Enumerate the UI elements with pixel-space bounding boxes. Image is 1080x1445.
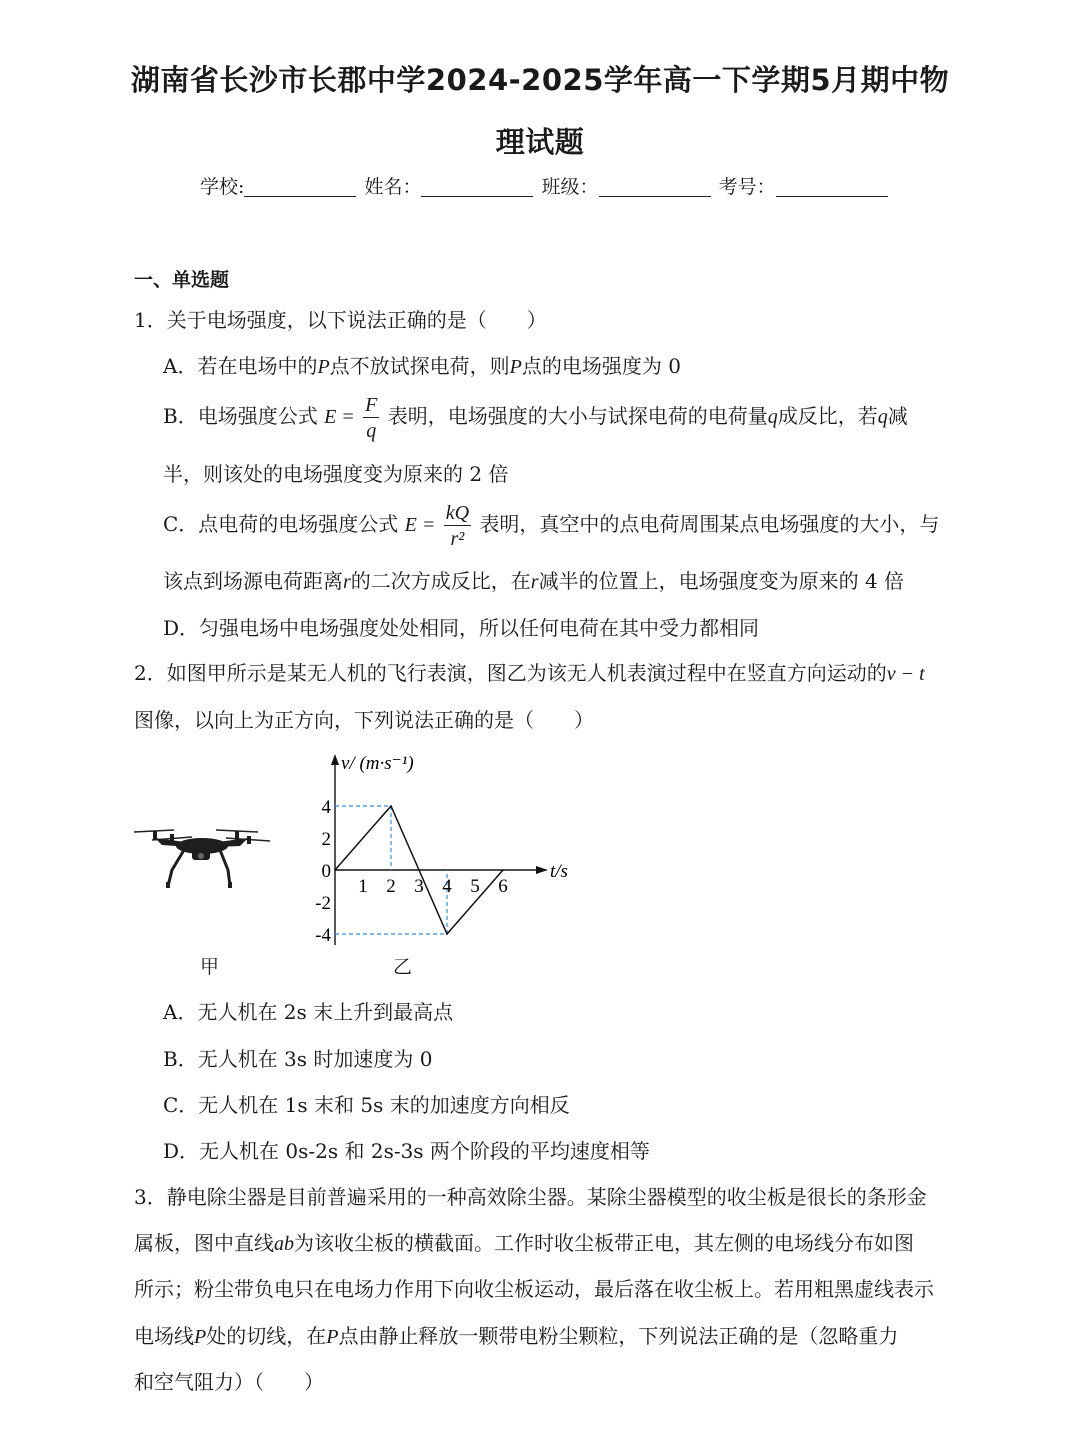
exam-number-blank[interactable] [776, 176, 888, 197]
q1-option-d: D．匀强电场中电场强度处处相同，所以任何电荷在其中受力都相同 [163, 616, 760, 640]
q3-l4-var-1: P [194, 1326, 207, 1348]
q1-c-l2-var-2: r [530, 571, 539, 593]
q1-b-eq-lhs: E = [324, 406, 355, 428]
q1-c-eq-lhs: E = [404, 514, 436, 536]
q3-l2-text-2: 为该收尘板的横截面。工作时收尘板带正电，其左侧的电场线分布如图 [294, 1231, 914, 1255]
q1-a-var-1: P [317, 356, 330, 378]
q3-l4-text-1: 电场线 [134, 1324, 194, 1348]
data-point-0-4 [502, 869, 504, 871]
q3-line-3: 所示；粉尘带负电只在电场力作用下向收尘板运动，最后落在收尘板上。若用粗黑虚线表示 [134, 1277, 934, 1301]
data-point-0-1 [390, 805, 392, 807]
section-heading: 一、单选题 [134, 269, 230, 291]
name-label: 姓名： [364, 176, 422, 198]
x-tick-label-1: 1 [358, 876, 368, 897]
q1-a-text-3: 点的电场强度为 0 [521, 354, 681, 378]
q1-b-var-2: q [877, 406, 888, 428]
q3-l4-var-2: P [326, 1326, 339, 1348]
y-axis-label: v/ (m·s⁻¹) [341, 753, 414, 774]
figure-left-caption: 甲 [200, 956, 220, 978]
q1-option-c [163, 494, 939, 555]
y-tick-label--4: -4 [315, 925, 331, 946]
q2-option-c: C．无人机在 1s 末和 5s 末的加速度方向相反 [163, 1093, 570, 1117]
q2-stem-vt: v − t [886, 663, 925, 685]
x-tick-label-3: 3 [414, 876, 424, 897]
data-point-0-0 [334, 869, 336, 871]
student-info-line [200, 172, 890, 199]
q1-b-denominator: q [366, 419, 377, 442]
name-blank[interactable] [421, 176, 533, 197]
q1-a-var-2: P [509, 356, 522, 378]
q3-l4-text-3: 点由静止释放一颗带电粉尘颗粒，下列说法正确的是（忽略重力 [338, 1324, 899, 1348]
q1-a-text-2: 点不放试探电荷，则 [329, 354, 510, 378]
q1-option-b-line-2: 半，则该处的电场强度变为原来的 2 倍 [163, 462, 509, 486]
x-tick-label-4: 4 [442, 876, 452, 897]
q3-l2-var: ab [274, 1233, 294, 1255]
q1-stem: 1．关于电场强度，以下说法正确的是（ ） [134, 308, 547, 332]
x-axis-arrow [536, 866, 548, 874]
q2-stem-text: 2．如图甲所示是某无人机的飞行表演，图乙为该无人机表演过程中在竖直方向运动的 [134, 661, 887, 685]
q1-b-text-3: 成反比，若 [777, 404, 878, 428]
exam-number-label: 考号： [718, 176, 776, 198]
q3-line-1: 3．静电除尘器是目前普遍采用的一种高效除尘器。某除尘器模型的收尘板是很长的条形金 [134, 1185, 927, 1209]
q1-c-denominator: r² [450, 527, 465, 550]
q1-b-fraction [363, 395, 379, 441]
q2-option-a: A．无人机在 2s 末上升到最高点 [163, 1000, 454, 1024]
q1-c-fraction [444, 503, 471, 549]
q2-stem-line-1 [134, 657, 925, 686]
q3-l4-text-2: 处的切线，在 [206, 1324, 327, 1348]
q3-l2-text-1: 属板，图中直线 [134, 1231, 274, 1255]
q3-line-5: 和空气阻力）（ ） [134, 1370, 324, 1394]
x-tick-label-2: 2 [386, 876, 396, 897]
q3-line-4 [134, 1320, 898, 1349]
y-tick-label-4: 4 [321, 797, 331, 818]
y-axis-arrow [331, 754, 339, 765]
q1-option-a [163, 350, 681, 379]
x-tick-label-6: 6 [498, 876, 508, 897]
q1-b-text-4: 减 [887, 404, 908, 428]
q1-c-l2-var-1: r [343, 571, 351, 593]
q1-b-text-2: 表明，电场强度的大小与试探电荷的电荷量 [387, 404, 768, 428]
q1-option-b [163, 386, 908, 447]
figure-right-caption: 乙 [393, 956, 413, 978]
data-point-0-2 [418, 869, 420, 871]
paper-title-line-1: 湖南省长沙市长郡中学2024-2025学年高一下学期5月期中物 [130, 63, 950, 97]
paper-title-line-2: 理试题 [495, 125, 585, 159]
q1-c-l2-text-3: 减半的位置上，电场强度变为原来的 4 倍 [538, 569, 905, 593]
q1-c-text-2: 表明，真空中的点电荷周围某点电场强度的大小，与 [479, 512, 940, 536]
y-tick-label-2: 2 [321, 829, 331, 850]
q1-a-text-1: A．若在电场中的 [163, 354, 318, 378]
y-tick-label-0: 0 [321, 861, 331, 882]
x-axis-label: t/s [550, 861, 568, 882]
school-blank[interactable] [244, 176, 356, 197]
vt-chart [300, 745, 590, 955]
q2-option-b: B．无人机在 3s 时加速度为 0 [163, 1047, 433, 1071]
data-point-0-3 [446, 933, 448, 935]
q2-option-d: D．无人机在 0s-2s 和 2s-3s 两个阶段的平均速度相等 [163, 1139, 650, 1163]
drone-image [130, 820, 275, 895]
class-label: 班级： [541, 176, 599, 198]
q1-c-l2-text-1: 该点到场源电荷距离 [163, 569, 343, 593]
y-tick-label--2: -2 [315, 893, 331, 914]
q1-b-var-1: q [767, 406, 778, 428]
q1-c-text-1: C．点电荷的电场强度公式 [163, 512, 399, 536]
q2-stem-line-2: 图像，以向上为正方向，下列说法正确的是（ ） [134, 708, 594, 732]
class-blank[interactable] [599, 176, 711, 197]
q3-line-2 [134, 1227, 914, 1256]
x-tick-label-5: 5 [470, 876, 480, 897]
q1-option-c-line-2 [163, 565, 904, 594]
q1-b-text-1: B．电场强度公式 [163, 404, 318, 428]
q1-c-l2-text-2: 的二次方成反比，在 [350, 569, 531, 593]
q1-b-numerator: F [365, 393, 378, 416]
q1-c-numerator: kQ [445, 501, 470, 524]
school-label: 学校: [200, 176, 245, 198]
